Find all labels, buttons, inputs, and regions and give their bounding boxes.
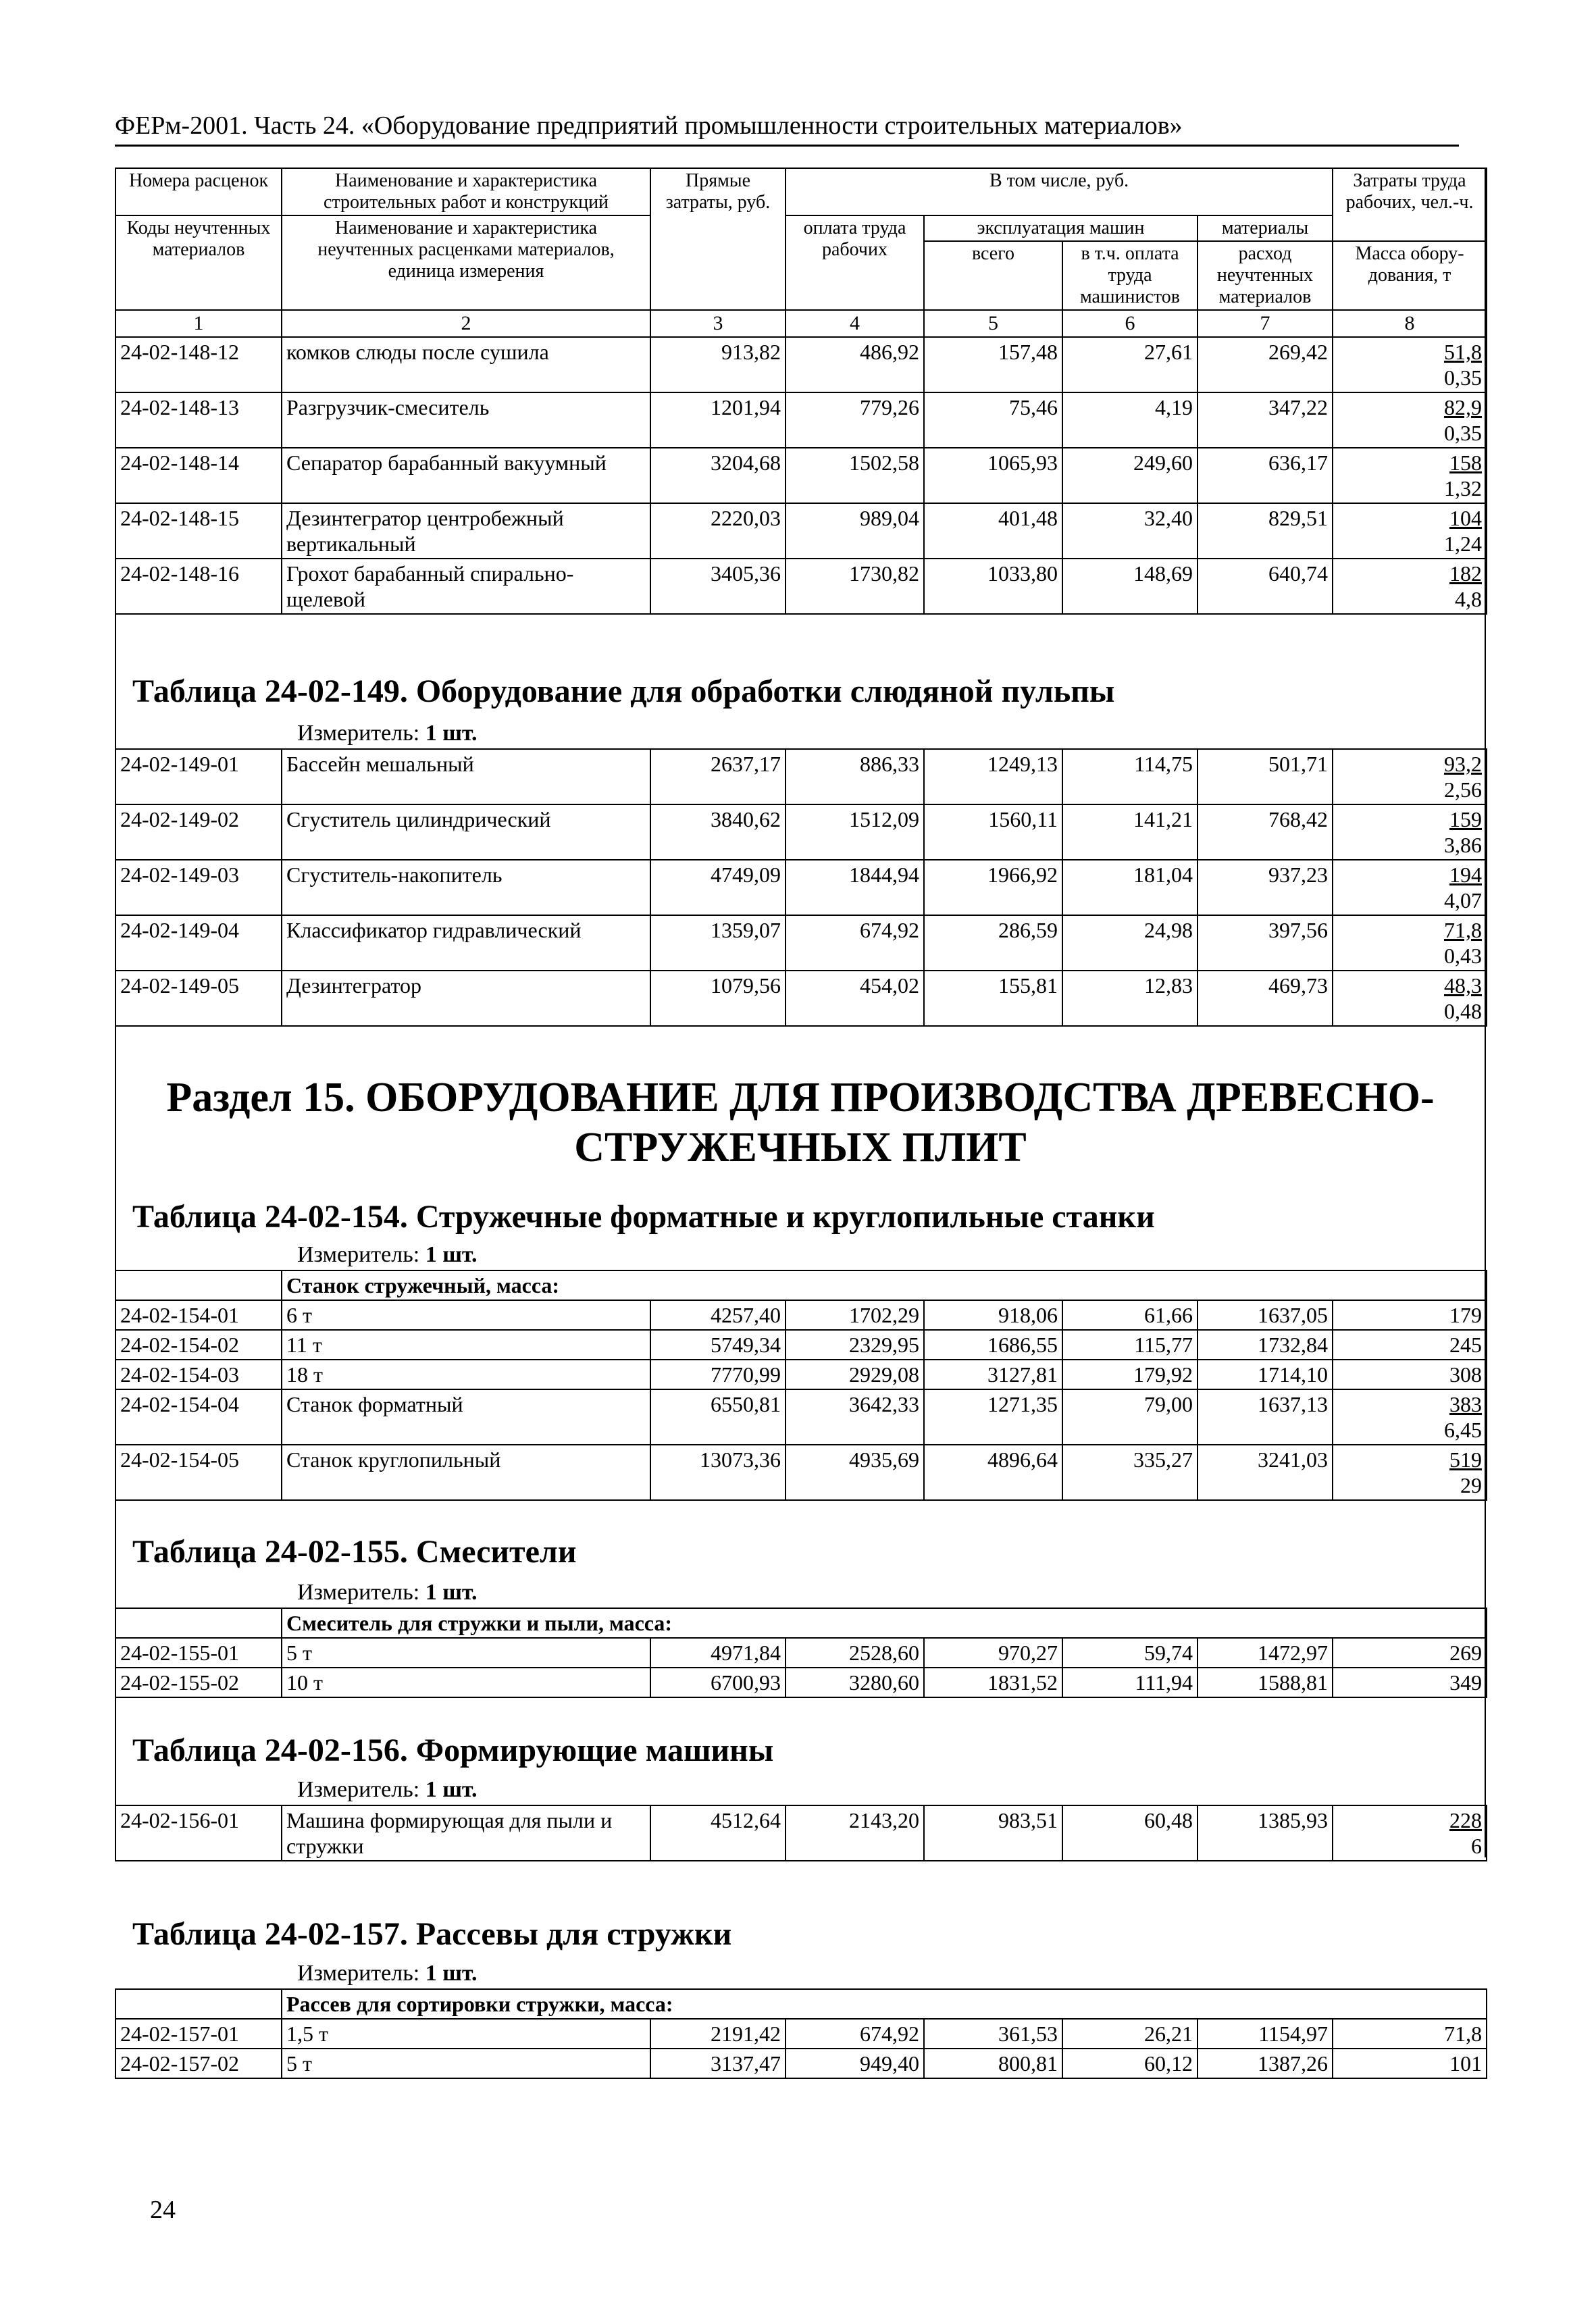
table-row (115, 804, 1487, 860)
table-row (115, 1300, 1487, 1330)
row-c6: 335,27 (1062, 1445, 1198, 1500)
row-c5: 1686,55 (924, 1330, 1062, 1360)
table-row (115, 1445, 1487, 1500)
table-149-title: Таблица 24-02-149. Оборудование для обработки слюдяной пульпы (132, 673, 1115, 709)
row-c7: 501,71 (1198, 749, 1333, 804)
row-c3: 6700,93 (650, 1668, 786, 1697)
row-c4: 1844,94 (786, 860, 924, 915)
row-code: 24-02-149-02 (115, 804, 282, 860)
row-c5: 4896,64 (924, 1445, 1062, 1500)
row-c5: 1831,52 (924, 1668, 1062, 1697)
row-c7: 640,74 (1198, 559, 1333, 614)
row-name: 11 т (282, 1330, 650, 1360)
col-header-machines: эксплуатация машин (924, 215, 1198, 241)
row-name: Сепаратор барабанный вакуумный (282, 448, 650, 503)
row-name: 1,5 т (282, 2019, 650, 2049)
row-c5: 75,46 (924, 392, 1062, 448)
table-154-unit: Измеритель: 1 шт. (297, 1242, 478, 1267)
row-c4: 989,04 (786, 503, 924, 559)
subhead: Рассев для сортировки стружки, масса: (282, 1989, 1487, 2019)
row-code: 24-02-149-03 (115, 860, 282, 915)
row-name: Бассейн мешальный (282, 749, 650, 804)
row-c3: 5749,34 (650, 1330, 786, 1360)
row-name: Разгрузчик-смеситель (282, 392, 650, 448)
row-c4: 1502,58 (786, 448, 924, 503)
row-c7: 1732,84 (1198, 1330, 1333, 1360)
row-c3: 3137,47 (650, 2049, 786, 2078)
row-c3: 3840,62 (650, 804, 786, 860)
row-labor-mass (1333, 749, 1487, 804)
table-155-title: Таблица 24-02-155. Смесители (132, 1534, 577, 1570)
row-c6: 141,21 (1062, 804, 1198, 860)
row-c3: 3405,36 (650, 559, 786, 614)
row-c7: 469,73 (1198, 971, 1333, 1026)
row-c4: 454,02 (786, 971, 924, 1026)
row-mass: 0,48 (1444, 999, 1482, 1023)
row-c4: 486,92 (786, 337, 924, 392)
row-code: 24-02-148-13 (115, 392, 282, 448)
row-c5: 800,81 (924, 2049, 1062, 2078)
row-c3: 1201,94 (650, 392, 786, 448)
row-c3: 2637,17 (650, 749, 786, 804)
row-c5: 3127,81 (924, 1360, 1062, 1389)
row-labor-mass (1333, 1668, 1487, 1697)
row-c6: 27,61 (1062, 337, 1198, 392)
subhead-row (115, 1270, 1487, 1300)
table-row (115, 1638, 1487, 1668)
row-c4: 1512,09 (786, 804, 924, 860)
row-c6: 12,83 (1062, 971, 1198, 1026)
row-code: 24-02-149-01 (115, 749, 282, 804)
row-c3: 6550,81 (650, 1389, 786, 1445)
row-c7: 937,23 (1198, 860, 1333, 915)
row-name: Грохот барабанный спирально-щелевой (282, 559, 650, 614)
row-labor: 182 (1449, 561, 1483, 586)
row-c4: 2329,95 (786, 1330, 924, 1360)
table-row (115, 1360, 1487, 1389)
row-c7: 347,22 (1198, 392, 1333, 448)
row-c3: 4971,84 (650, 1638, 786, 1668)
row-mass: 2,56 (1444, 777, 1482, 802)
col-header-direct-costs: Прямые затраты, руб. (650, 168, 786, 310)
table-156 (115, 1805, 1487, 1861)
row-c3: 4749,09 (650, 860, 786, 915)
row-c4: 1730,82 (786, 559, 924, 614)
row-c6: 179,92 (1062, 1360, 1198, 1389)
row-c4: 2528,60 (786, 1638, 924, 1668)
row-c6: 181,04 (1062, 860, 1198, 915)
row-c5: 1033,80 (924, 559, 1062, 614)
row-c6: 4,19 (1062, 392, 1198, 448)
row-name: 5 т (282, 2049, 650, 2078)
row-labor: 179 (1449, 1303, 1483, 1327)
col-header-materials: материалы (1198, 215, 1333, 241)
row-name: Сгуститель цилиндрический (282, 804, 650, 860)
row-labor-mass (1333, 2019, 1487, 2049)
row-c6: 79,00 (1062, 1389, 1198, 1445)
row-mass: 4,8 (1455, 587, 1483, 611)
row-c4: 674,92 (786, 915, 924, 971)
row-name: Станок форматный (282, 1389, 650, 1445)
row-c3: 1359,07 (650, 915, 786, 971)
row-c6: 26,21 (1062, 2019, 1198, 2049)
table-157-unit: Измеритель: 1 шт. (297, 1961, 478, 1986)
section-15-title: Раздел 15. ОБОРУДОВАНИЕ ДЛЯ ПРОИЗВОДСТВА ДРЕВЕСНО- СТРУЖЕЧНЫХ ПЛИТ (166, 1075, 1435, 1171)
row-code: 24-02-148-16 (115, 559, 282, 614)
row-code: 24-02-154-02 (115, 1330, 282, 1360)
row-mass: 6 (1471, 1834, 1482, 1858)
row-c4: 3642,33 (786, 1389, 924, 1445)
subhead: Станок стружечный, масса: (282, 1270, 1487, 1300)
row-code: 24-02-149-04 (115, 915, 282, 971)
table-row (115, 1668, 1487, 1697)
row-labor: 71,8 (1444, 2022, 1483, 2046)
row-c7: 636,17 (1198, 448, 1333, 503)
col-header-material-codes: Коды неучтенных материалов (115, 215, 282, 310)
row-name: Станок круглопильный (282, 1445, 650, 1500)
row-c3: 4257,40 (650, 1300, 786, 1330)
row-c5: 1065,93 (924, 448, 1062, 503)
row-c7: 1387,26 (1198, 2049, 1333, 2078)
row-labor-mass (1333, 1389, 1487, 1445)
row-code: 24-02-157-01 (115, 2019, 282, 2049)
row-labor: 93,2 (1444, 752, 1482, 776)
row-c4: 2143,20 (786, 1805, 924, 1861)
row-code: 24-02-157-02 (115, 2049, 282, 2078)
subhead-row (115, 1989, 1487, 2019)
table-149 (115, 748, 1487, 1027)
row-c3: 1079,56 (650, 971, 786, 1026)
col-header-operator-wages: в т.ч. оплата труда машинистов (1062, 241, 1198, 310)
row-c3: 2220,03 (650, 503, 786, 559)
table-row (115, 1389, 1487, 1445)
col-header-codes: Номера расценок (115, 168, 282, 215)
subhead-row (115, 1608, 1487, 1638)
table-155 (115, 1608, 1487, 1698)
row-name: Дезинтегратор (282, 971, 650, 1026)
row-mass: 3,86 (1444, 833, 1482, 857)
row-name: 10 т (282, 1668, 650, 1697)
table-149-unit: Измеритель: 1 шт. (297, 721, 478, 746)
row-c3: 913,82 (650, 337, 786, 392)
col-index: 3 (650, 310, 786, 337)
row-labor-mass (1333, 1360, 1487, 1389)
row-labor-mass (1333, 1805, 1487, 1861)
row-labor-mass (1333, 804, 1487, 860)
col-index: 2 (282, 310, 650, 337)
row-name: 18 т (282, 1360, 650, 1389)
table-157-title: Таблица 24-02-157. Рассевы для стружки (132, 1916, 732, 1952)
col-header-wages: оплата труда рабочих (786, 215, 924, 310)
row-c5: 983,51 (924, 1805, 1062, 1861)
row-code: 24-02-154-05 (115, 1445, 282, 1500)
row-c6: 60,12 (1062, 2049, 1198, 2078)
row-c5: 1271,35 (924, 1389, 1062, 1445)
col-header-name: Наименование и характеристика строительных работ и конструкций (282, 168, 650, 215)
col-index: 4 (786, 310, 924, 337)
row-c5: 970,27 (924, 1638, 1062, 1668)
table-156-title: Таблица 24-02-156. Формирующие машины (132, 1732, 774, 1768)
row-mass: 4,07 (1444, 888, 1482, 912)
col-index: 1 (115, 310, 282, 337)
row-labor: 82,9 (1444, 395, 1483, 419)
row-c4: 779,26 (786, 392, 924, 448)
table-row (115, 860, 1487, 915)
table-row (115, 2019, 1487, 2049)
row-mass: 29 (1460, 1473, 1483, 1497)
row-name: Сгуститель-накопитель (282, 860, 650, 915)
row-c5: 1249,13 (924, 749, 1062, 804)
row-mass: 6,45 (1444, 1418, 1483, 1442)
row-c6: 115,77 (1062, 1330, 1198, 1360)
row-c3: 2191,42 (650, 2019, 786, 2049)
row-labor: 101 (1449, 2051, 1483, 2076)
row-labor-mass (1333, 1330, 1487, 1360)
row-c3: 4512,64 (650, 1805, 786, 1861)
row-c7: 3241,03 (1198, 1445, 1333, 1500)
row-c6: 32,40 (1062, 503, 1198, 559)
row-c7: 829,51 (1198, 503, 1333, 559)
row-labor: 228 (1449, 1808, 1482, 1832)
row-labor-mass (1333, 1300, 1487, 1330)
row-labor: 159 (1449, 807, 1482, 831)
table-155-unit: Измеритель: 1 шт. (297, 1580, 478, 1605)
row-c6: 24,98 (1062, 915, 1198, 971)
row-labor: 519 (1449, 1447, 1483, 1472)
row-labor-mass (1333, 2049, 1487, 2078)
table-156-unit: Измеритель: 1 шт. (297, 1777, 478, 1802)
row-code: 24-02-154-03 (115, 1360, 282, 1389)
row-labor-mass (1333, 915, 1487, 971)
row-name: комков слюды после сушила (282, 337, 650, 392)
row-c7: 1154,97 (1198, 2019, 1333, 2049)
row-code: 24-02-148-14 (115, 448, 282, 503)
row-labor: 158 (1449, 451, 1483, 475)
col-header-material-name: Наименование и характеристика неучтенных расценками материалов, единица измерения (282, 215, 650, 310)
table-row (115, 448, 1487, 503)
row-c6: 60,48 (1062, 1805, 1198, 1861)
table-row (115, 2049, 1487, 2078)
table-row (115, 503, 1487, 559)
row-c5: 918,06 (924, 1300, 1062, 1330)
row-c7: 768,42 (1198, 804, 1333, 860)
row-code: 24-02-149-05 (115, 971, 282, 1026)
row-name: 6 т (282, 1300, 650, 1330)
row-c5: 286,59 (924, 915, 1062, 971)
row-labor-mass (1333, 337, 1487, 392)
row-c4: 949,40 (786, 2049, 924, 2078)
table-row (115, 971, 1487, 1026)
table-row (115, 392, 1487, 448)
row-c5: 155,81 (924, 971, 1062, 1026)
row-labor-mass (1333, 448, 1487, 503)
row-labor-mass (1333, 971, 1487, 1026)
table-row (115, 337, 1487, 392)
row-c7: 1472,97 (1198, 1638, 1333, 1668)
table-157 (115, 1988, 1487, 2079)
row-c5: 361,53 (924, 2019, 1062, 2049)
row-c7: 1588,81 (1198, 1668, 1333, 1697)
col-header-labor: Затраты труда рабочих, чел.-ч. (1333, 168, 1487, 241)
row-c6: 249,60 (1062, 448, 1198, 503)
row-code: 24-02-148-12 (115, 337, 282, 392)
row-c6: 148,69 (1062, 559, 1198, 614)
row-c6: 111,94 (1062, 1668, 1198, 1697)
table-row (115, 559, 1487, 614)
table-row (115, 1330, 1487, 1360)
col-header-mass: Масса обору-дования, т (1333, 241, 1487, 310)
row-mass: 0,35 (1444, 365, 1483, 390)
row-labor: 194 (1449, 863, 1482, 887)
row-labor-mass (1333, 392, 1487, 448)
row-c7: 1714,10 (1198, 1360, 1333, 1389)
row-c7: 1637,13 (1198, 1389, 1333, 1445)
row-name: Машина формирующая для пыли и стружки (282, 1805, 650, 1861)
col-index: 7 (1198, 310, 1333, 337)
row-labor: 308 (1449, 1362, 1483, 1387)
row-name: 5 т (282, 1638, 650, 1668)
row-c6: 59,74 (1062, 1638, 1198, 1668)
row-code: 24-02-148-15 (115, 503, 282, 559)
row-code: 24-02-154-01 (115, 1300, 282, 1330)
row-labor: 51,8 (1444, 340, 1483, 364)
row-labor: 383 (1449, 1392, 1483, 1416)
row-code: 24-02-154-04 (115, 1389, 282, 1445)
row-name: Дезинтегратор центробежный вертикальный (282, 503, 650, 559)
row-labor-mass (1333, 503, 1487, 559)
row-c7: 269,42 (1198, 337, 1333, 392)
row-c5: 1560,11 (924, 804, 1062, 860)
row-code: 24-02-155-02 (115, 1668, 282, 1697)
row-c4: 1702,29 (786, 1300, 924, 1330)
row-mass: 1,32 (1444, 476, 1483, 500)
col-index: 8 (1333, 310, 1487, 337)
row-c5: 401,48 (924, 503, 1062, 559)
col-index: 5 (924, 310, 1062, 337)
col-header-including: В том числе, руб. (786, 168, 1333, 215)
row-c6: 114,75 (1062, 749, 1198, 804)
row-c4: 886,33 (786, 749, 924, 804)
row-labor-mass (1333, 559, 1487, 614)
row-c7: 1385,93 (1198, 1805, 1333, 1861)
row-labor-mass (1333, 860, 1487, 915)
table-154 (115, 1270, 1487, 1501)
row-code: 24-02-155-01 (115, 1638, 282, 1668)
row-c4: 4935,69 (786, 1445, 924, 1500)
table-row (115, 915, 1487, 971)
col-header-total: всего (924, 241, 1062, 310)
table-row (115, 749, 1487, 804)
col-index: 6 (1062, 310, 1198, 337)
row-c3: 7770,99 (650, 1360, 786, 1389)
row-mass: 1,24 (1444, 532, 1483, 556)
main-table-top (115, 168, 1487, 615)
row-labor: 269 (1449, 1641, 1483, 1665)
row-c4: 2929,08 (786, 1360, 924, 1389)
row-mass: 0,35 (1444, 421, 1483, 445)
page-header: ФЕРм-2001. Часть 24. «Оборудование предприятий промышленности строительных материалов» (115, 111, 1459, 147)
row-labor: 104 (1449, 506, 1483, 530)
row-c5: 157,48 (924, 337, 1062, 392)
row-c4: 3280,60 (786, 1668, 924, 1697)
row-c3: 3204,68 (650, 448, 786, 503)
row-labor-mass (1333, 1638, 1487, 1668)
row-labor: 245 (1449, 1333, 1483, 1357)
row-name: Классификатор гидравлический (282, 915, 650, 971)
row-mass: 0,43 (1444, 944, 1482, 968)
subhead: Смеситель для стружки и пыли, масса: (282, 1608, 1487, 1638)
row-labor: 71,8 (1444, 918, 1482, 942)
row-c5: 1966,92 (924, 860, 1062, 915)
row-c3: 13073,36 (650, 1445, 786, 1500)
row-labor: 349 (1449, 1670, 1483, 1695)
table-row (115, 1805, 1487, 1861)
table-154-title: Таблица 24-02-154. Стружечные форматные и круглопильные станки (132, 1199, 1155, 1235)
row-c7: 1637,05 (1198, 1300, 1333, 1330)
row-c4: 674,92 (786, 2019, 924, 2049)
row-c6: 61,66 (1062, 1300, 1198, 1330)
row-c7: 397,56 (1198, 915, 1333, 971)
row-labor-mass (1333, 1445, 1487, 1500)
row-labor: 48,3 (1444, 973, 1482, 998)
row-code: 24-02-156-01 (115, 1805, 282, 1861)
col-header-material-use: расход неучтенных материалов (1198, 241, 1333, 310)
page-number: 24 (150, 2196, 176, 2224)
